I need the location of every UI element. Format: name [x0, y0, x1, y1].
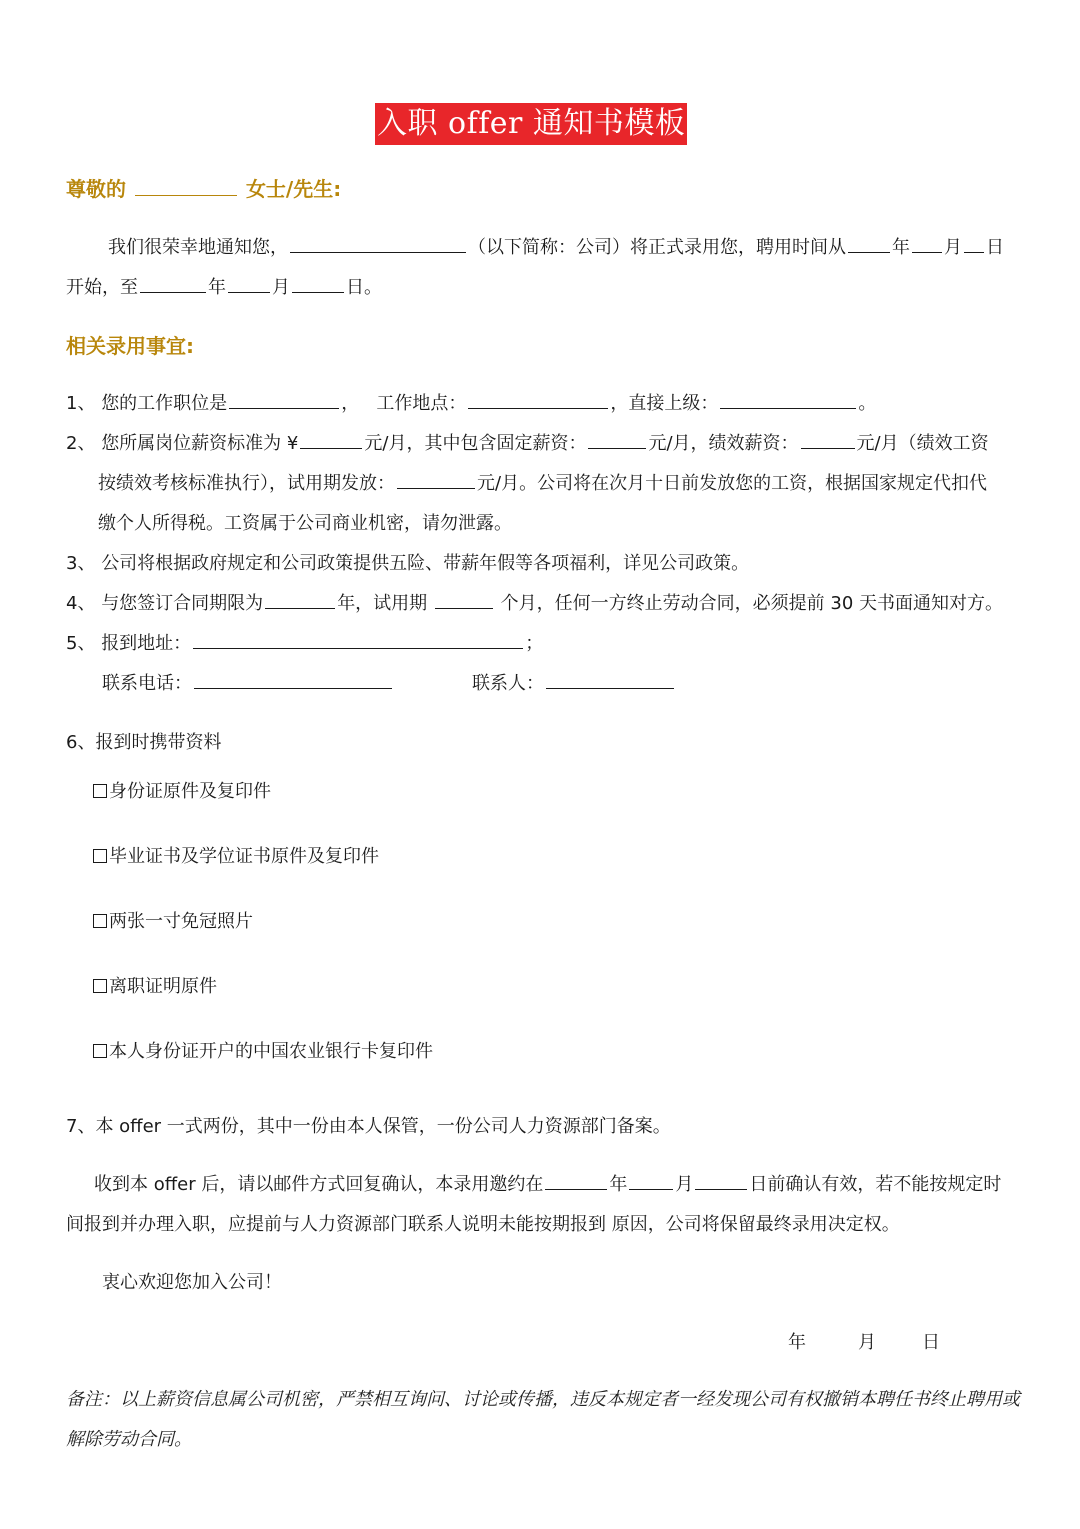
date-day: 日 [922, 1332, 940, 1353]
checklist-label: 离职证明原件 [109, 976, 217, 997]
item-text: 元/月（绩效工资 [856, 433, 989, 454]
intro-text: 开始，至 [66, 277, 138, 298]
item-text: 年，试用期 [337, 593, 428, 614]
month-label: 月 [944, 237, 962, 258]
phone-blank[interactable] [194, 671, 392, 689]
item-text: 按绩效考核标准执行），试用期发放： [98, 473, 395, 494]
item-text: 元/月。公司将在次月十日前发放您的工资，根据国家规定代扣代 [477, 473, 988, 494]
year-label: 年 [609, 1174, 628, 1195]
item-text: 个月，任何一方终止劳动合同，必须提前 30 天书面通知对方。 [500, 593, 1004, 614]
contact-person [472, 671, 676, 697]
checklist-label: 本人身份证开户的中国农业银行卡复印件 [109, 1041, 433, 1062]
item-2-line-1 [66, 431, 989, 457]
intro-line-1 [108, 235, 1004, 261]
document-title: 入职 offer 通知书模板 [375, 103, 687, 145]
contact-label: 联系人： [472, 673, 544, 694]
month-label: 月 [272, 277, 290, 298]
welcome-text: 衷心欢迎您加入公司！ [102, 1272, 282, 1293]
item-text: 公司将根据政府规定和公司政策提供五险、带薪年假等各项福利，详见公司政策。 [101, 553, 750, 574]
start-month-blank[interactable] [912, 235, 942, 253]
contract-years-blank[interactable] [265, 591, 335, 609]
confirm-year-blank[interactable] [545, 1172, 607, 1190]
end-day-blank[interactable] [292, 275, 344, 293]
checkbox-icon[interactable] [93, 784, 107, 798]
checklist-item[interactable] [93, 1039, 433, 1065]
phone-label: 联系电话： [102, 673, 192, 694]
item-number: 1、 [66, 393, 96, 414]
item-text: 您所属岗位薪资标准为 ¥ [101, 433, 299, 454]
year-label: 年 [208, 277, 226, 298]
item-2-line-3: 缴个人所得税。工资属于公司商业机密，请勿泄露。 [98, 513, 512, 534]
item-2-line-2 [98, 471, 987, 497]
intro-text: （以下简称：公司）将正式录用您，聘用时间从 [468, 237, 846, 258]
checklist-label: 两张一寸免冠照片 [109, 911, 253, 932]
probation-months-blank[interactable] [435, 591, 493, 609]
greeting [66, 175, 341, 203]
confirm-text: 日前确认有效，若不能按规定时 [749, 1174, 1002, 1195]
report-address-blank[interactable] [193, 631, 523, 649]
day-label: 日 [986, 237, 1004, 258]
item-1 [66, 391, 876, 417]
intro-text: 我们很荣幸地通知您， [108, 237, 288, 258]
item-text: 元/月，绩效薪资： [648, 433, 799, 454]
checklist-label: 身份证原件及复印件 [109, 781, 271, 802]
checkbox-icon[interactable] [93, 979, 107, 993]
item-7: 7、本 offer 一式两份，其中一份由本人保管，一份公司人力资源部门备案。 [66, 1116, 671, 1137]
item-5 [66, 631, 543, 657]
item-3 [66, 551, 749, 577]
item-text: ，直接上级： [610, 393, 719, 414]
date-year: 年 [788, 1332, 806, 1353]
item-text: 元/月，其中包含固定薪资： [364, 433, 587, 454]
probation-salary-blank[interactable] [397, 471, 475, 489]
performance-salary-blank[interactable] [801, 431, 855, 449]
item-text: 您的工作职位是 [101, 393, 228, 414]
confirm-text: 收到本 offer 后，请以邮件方式回复确认，本录用邀约在 [94, 1174, 544, 1195]
confirm-month-blank[interactable] [629, 1172, 673, 1190]
end-month-blank[interactable] [228, 275, 270, 293]
confirm-day-blank[interactable] [695, 1172, 747, 1190]
name-blank[interactable] [135, 178, 237, 196]
day-label: 日。 [346, 277, 382, 298]
greeting-suffix: 女士/先生: [245, 177, 342, 201]
item-text: 报到地址： [101, 633, 192, 654]
item-text: 工作地点： [376, 393, 467, 414]
checkbox-icon[interactable] [93, 914, 107, 928]
checkbox-icon[interactable] [93, 1044, 107, 1058]
item-4 [66, 591, 1003, 617]
month-label: 月 [675, 1174, 694, 1195]
end-year-blank[interactable] [140, 275, 206, 293]
salary-blank[interactable] [300, 431, 362, 449]
fixed-salary-blank[interactable] [588, 431, 646, 449]
position-blank[interactable] [229, 391, 339, 409]
checklist-item[interactable] [93, 779, 271, 805]
checklist-label: 毕业证书及学位证书原件及复印件 [109, 846, 379, 867]
confirm-line-1 [94, 1172, 1001, 1198]
year-label: 年 [892, 237, 910, 258]
start-year-blank[interactable] [848, 235, 890, 253]
checklist-item[interactable] [93, 974, 217, 1000]
contact-blank[interactable] [546, 671, 674, 689]
footnote: 备注：以上薪资信息属公司机密，严禁相互询问、讨论或传播，违反本规定者一经发现公司有权撤销本聘任书终止聘用或解除劳动合同。 [66, 1389, 1020, 1450]
item-number: 2、 [66, 433, 96, 454]
item-text: 。 [858, 393, 877, 414]
company-blank[interactable] [290, 235, 466, 253]
item-text: ； [525, 633, 544, 654]
checkbox-icon[interactable] [93, 849, 107, 863]
item-text: ， [341, 393, 360, 414]
checklist-item[interactable] [93, 844, 379, 870]
intro-line-2 [66, 275, 382, 301]
start-day-blank[interactable] [964, 235, 984, 253]
confirm-line-2: 间报到并办理入职，应提前与人力资源部门联系人说明未能按期报到 原因，公司将保留最终录用决定权。 [66, 1214, 900, 1235]
supervisor-blank[interactable] [720, 391, 856, 409]
checklist-item[interactable] [93, 909, 253, 935]
contact-phone [102, 671, 394, 697]
item-number: 4、 [66, 593, 96, 614]
item-text: 与您签订合同期限为 [101, 593, 264, 614]
work-location-blank[interactable] [468, 391, 608, 409]
greeting-prefix: 尊敬的 [66, 177, 126, 201]
section-title: 相关录用事宜: [66, 334, 194, 358]
item-number: 3、 [66, 553, 96, 574]
item-number: 5、 [66, 633, 96, 654]
date-month: 月 [858, 1332, 876, 1353]
item-6-title: 6、报到时携带资料 [66, 732, 222, 753]
